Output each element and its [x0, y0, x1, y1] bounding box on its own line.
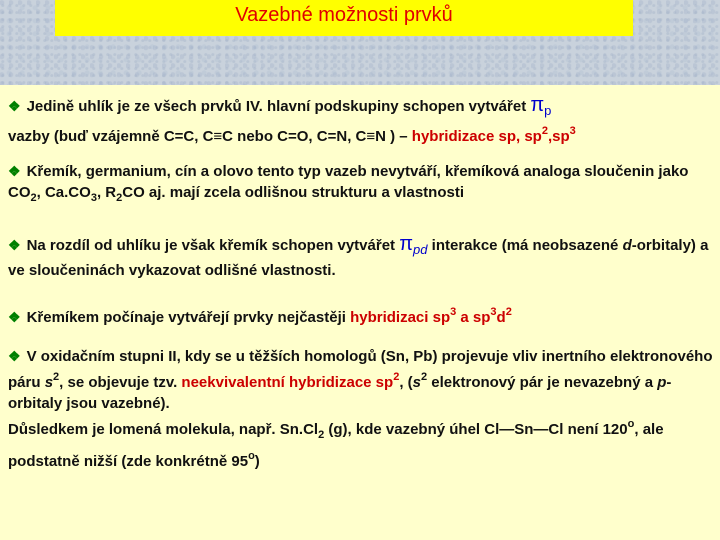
diamond-bullet-icon: ❖ [8, 163, 21, 179]
pi-symbol: π [530, 94, 545, 116]
diamond-bullet-icon: ❖ [8, 237, 21, 253]
paragraph-2: ❖ Křemík, germanium, cín a olovo tento typ vazeb nevytváří, křemíková analoga sloučenin jako $CO_2$, $Ca.CO_3$, $R_2CO$ aj. mají zcela odlišnou strukturu a vlastnosti [8, 163, 689, 204]
diamond-bullet-icon: ❖ [8, 348, 21, 364]
diamond-bullet-icon: ❖ [8, 98, 21, 114]
title-bar [55, 0, 633, 36]
content-area [0, 85, 720, 540]
hybridization-text: hybridizace sp, $sp^2,sp^3$ [411, 125, 576, 145]
paragraph-4: ❖ Křemíkem počínaje vytvářejí prvky nejčastěji hybridizaci $sp^3$ a $sp^3d^2$ [8, 306, 512, 326]
paragraph-5: ❖ V oxidačním stupni II, kdy se u těžších homologů (Sn, Pb) projevuje vliv inertního elektronového páru $s^2$, se objevuje tzv. neekvivalentní hybridizace $sp^2$, ($s^2$ elektronový pár je nevazebný a p-orbitaly jsou vazebné). Důsledkem je lomená molekula, např. $Sn.Cl_2$ (g), kde vazebný úhel Cl—Sn—Cl není 120$^o$, ale podstatně nižší (zde konkrétně 95$^o$) [8, 348, 713, 470]
hybridization-text: hybridizaci $sp^3$ a $sp^3d^2$ [350, 306, 512, 326]
paragraph-3: ❖ Na rozdíl od uhlíku je však křemík schopen vytvářet πpd interakce (má neobsazené d-orbitaly) a ve sloučeninách vykazovat odlišné vlastnosti. [8, 233, 709, 279]
pi-symbol: π [399, 233, 414, 255]
hybridization-text: neekvivalentní hybridizace $sp^2$ [181, 371, 400, 391]
diamond-bullet-icon: ❖ [8, 309, 21, 325]
paragraph-1: ❖ Jedině uhlík je ze všech prvků IV. hlavní podskupiny schopen vytvářet πp vazby (buď vzájemně C=C, C≡C nebo C=O, C=N, C≡N ) – hybridizace sp, $sp^2,sp^3$ [8, 94, 576, 145]
page-title: Vazebné možnosti prvků [235, 3, 453, 26]
